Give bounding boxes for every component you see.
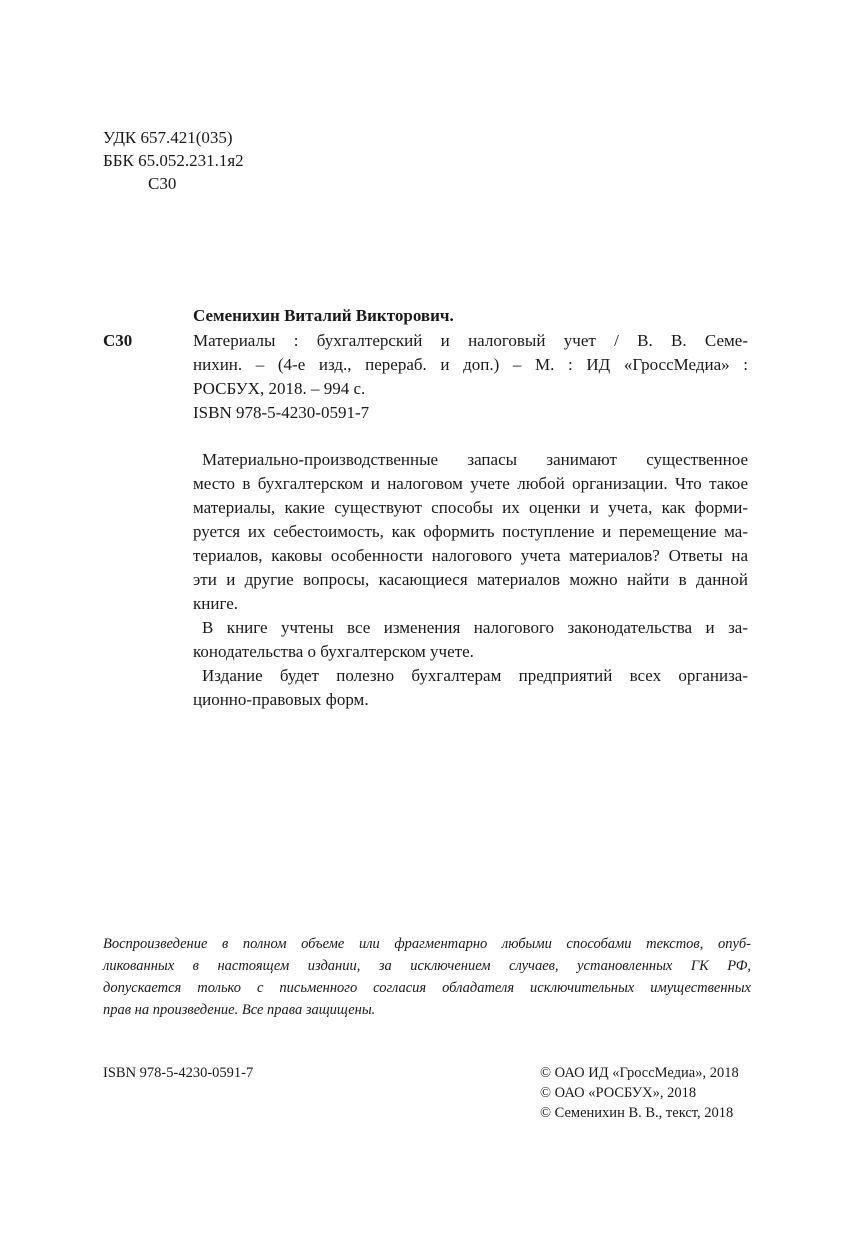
annotation-line: материалы, какие существуют способы их оценки и учета, как форми-: [193, 498, 748, 517]
annotation-line: место в бухгалтерском и налоговом учете любой организации. Что такое: [193, 474, 748, 493]
annotation-line: териалов, каковы особенности налогового учета материалов? Ответы на: [193, 546, 748, 565]
biblio-line: нихин. – (4-е изд., перераб. и доп.) – М. : ИД «ГроссМедиа» :: [193, 355, 748, 374]
copyright-line: © Семенихин В. В., текст, 2018: [540, 1105, 734, 1121]
annotation-line: Материально-производственные запасы занимают существенное: [202, 450, 748, 469]
annotation-paragraph: [193, 448, 748, 616]
rights-line: ликованных в настоящем издании, за исключением случаев, установленных ГК РФ,: [103, 958, 751, 974]
biblio-line: Материалы : бухгалтерский и налоговый учет / В. В. Семе-: [193, 331, 748, 350]
entry-isbn: ISBN 978-5-4230-0591-7: [193, 403, 370, 422]
rights-line: Воспроизведение в полном объеме или фрагментарно любыми способами текстов, опуб-: [103, 936, 751, 952]
annotation-line: В книге учтены все изменения налогового законодательства и за-: [202, 618, 748, 637]
rights-notice: [103, 933, 751, 1021]
rights-line: допускается только с письменного согласия обладателя исключительных имущественных: [103, 980, 751, 996]
classification-codes: [103, 126, 244, 195]
biblio-line: РОСБУХ, 2018. – 994 с.: [193, 379, 366, 398]
bbk-code: ББК 65.052.231.1я2: [103, 151, 244, 170]
annotation-line: ционно-правовых форм.: [193, 690, 369, 709]
annotation-line: конодательства о бухгалтерском учете.: [193, 642, 474, 661]
author-mark: С30: [103, 331, 133, 350]
annotation-line: эти и другие вопросы, касающиеся материалов можно найти в данной: [193, 570, 748, 589]
rights-line: прав на произведение. Все права защищены.: [103, 1002, 376, 1018]
author-mark-code: С30: [148, 174, 177, 193]
udk-code: УДК 657.421(035): [103, 128, 233, 147]
annotation: [193, 448, 748, 712]
bibliographic-entry: [193, 329, 748, 425]
annotation-line: Издание будет полезно бухгалтерам предприятий всех организа-: [202, 666, 748, 685]
copyright-line: © ОАО «РОСБУХ», 2018: [540, 1085, 697, 1101]
copyright-list: [540, 1063, 739, 1123]
annotation-line: руется их себестоимость, как оформить поступление и перемещение ма-: [193, 522, 748, 541]
author-name: Семенихин Виталий Викторович.: [193, 306, 454, 325]
annotation-line: книге.: [193, 594, 238, 613]
footer-isbn: ISBN 978-5-4230-0591-7: [103, 1065, 254, 1081]
annotation-paragraph: [193, 616, 748, 664]
annotation-paragraph: [193, 664, 748, 712]
copyright-line: © ОАО ИД «ГроссМедиа», 2018: [540, 1065, 739, 1081]
